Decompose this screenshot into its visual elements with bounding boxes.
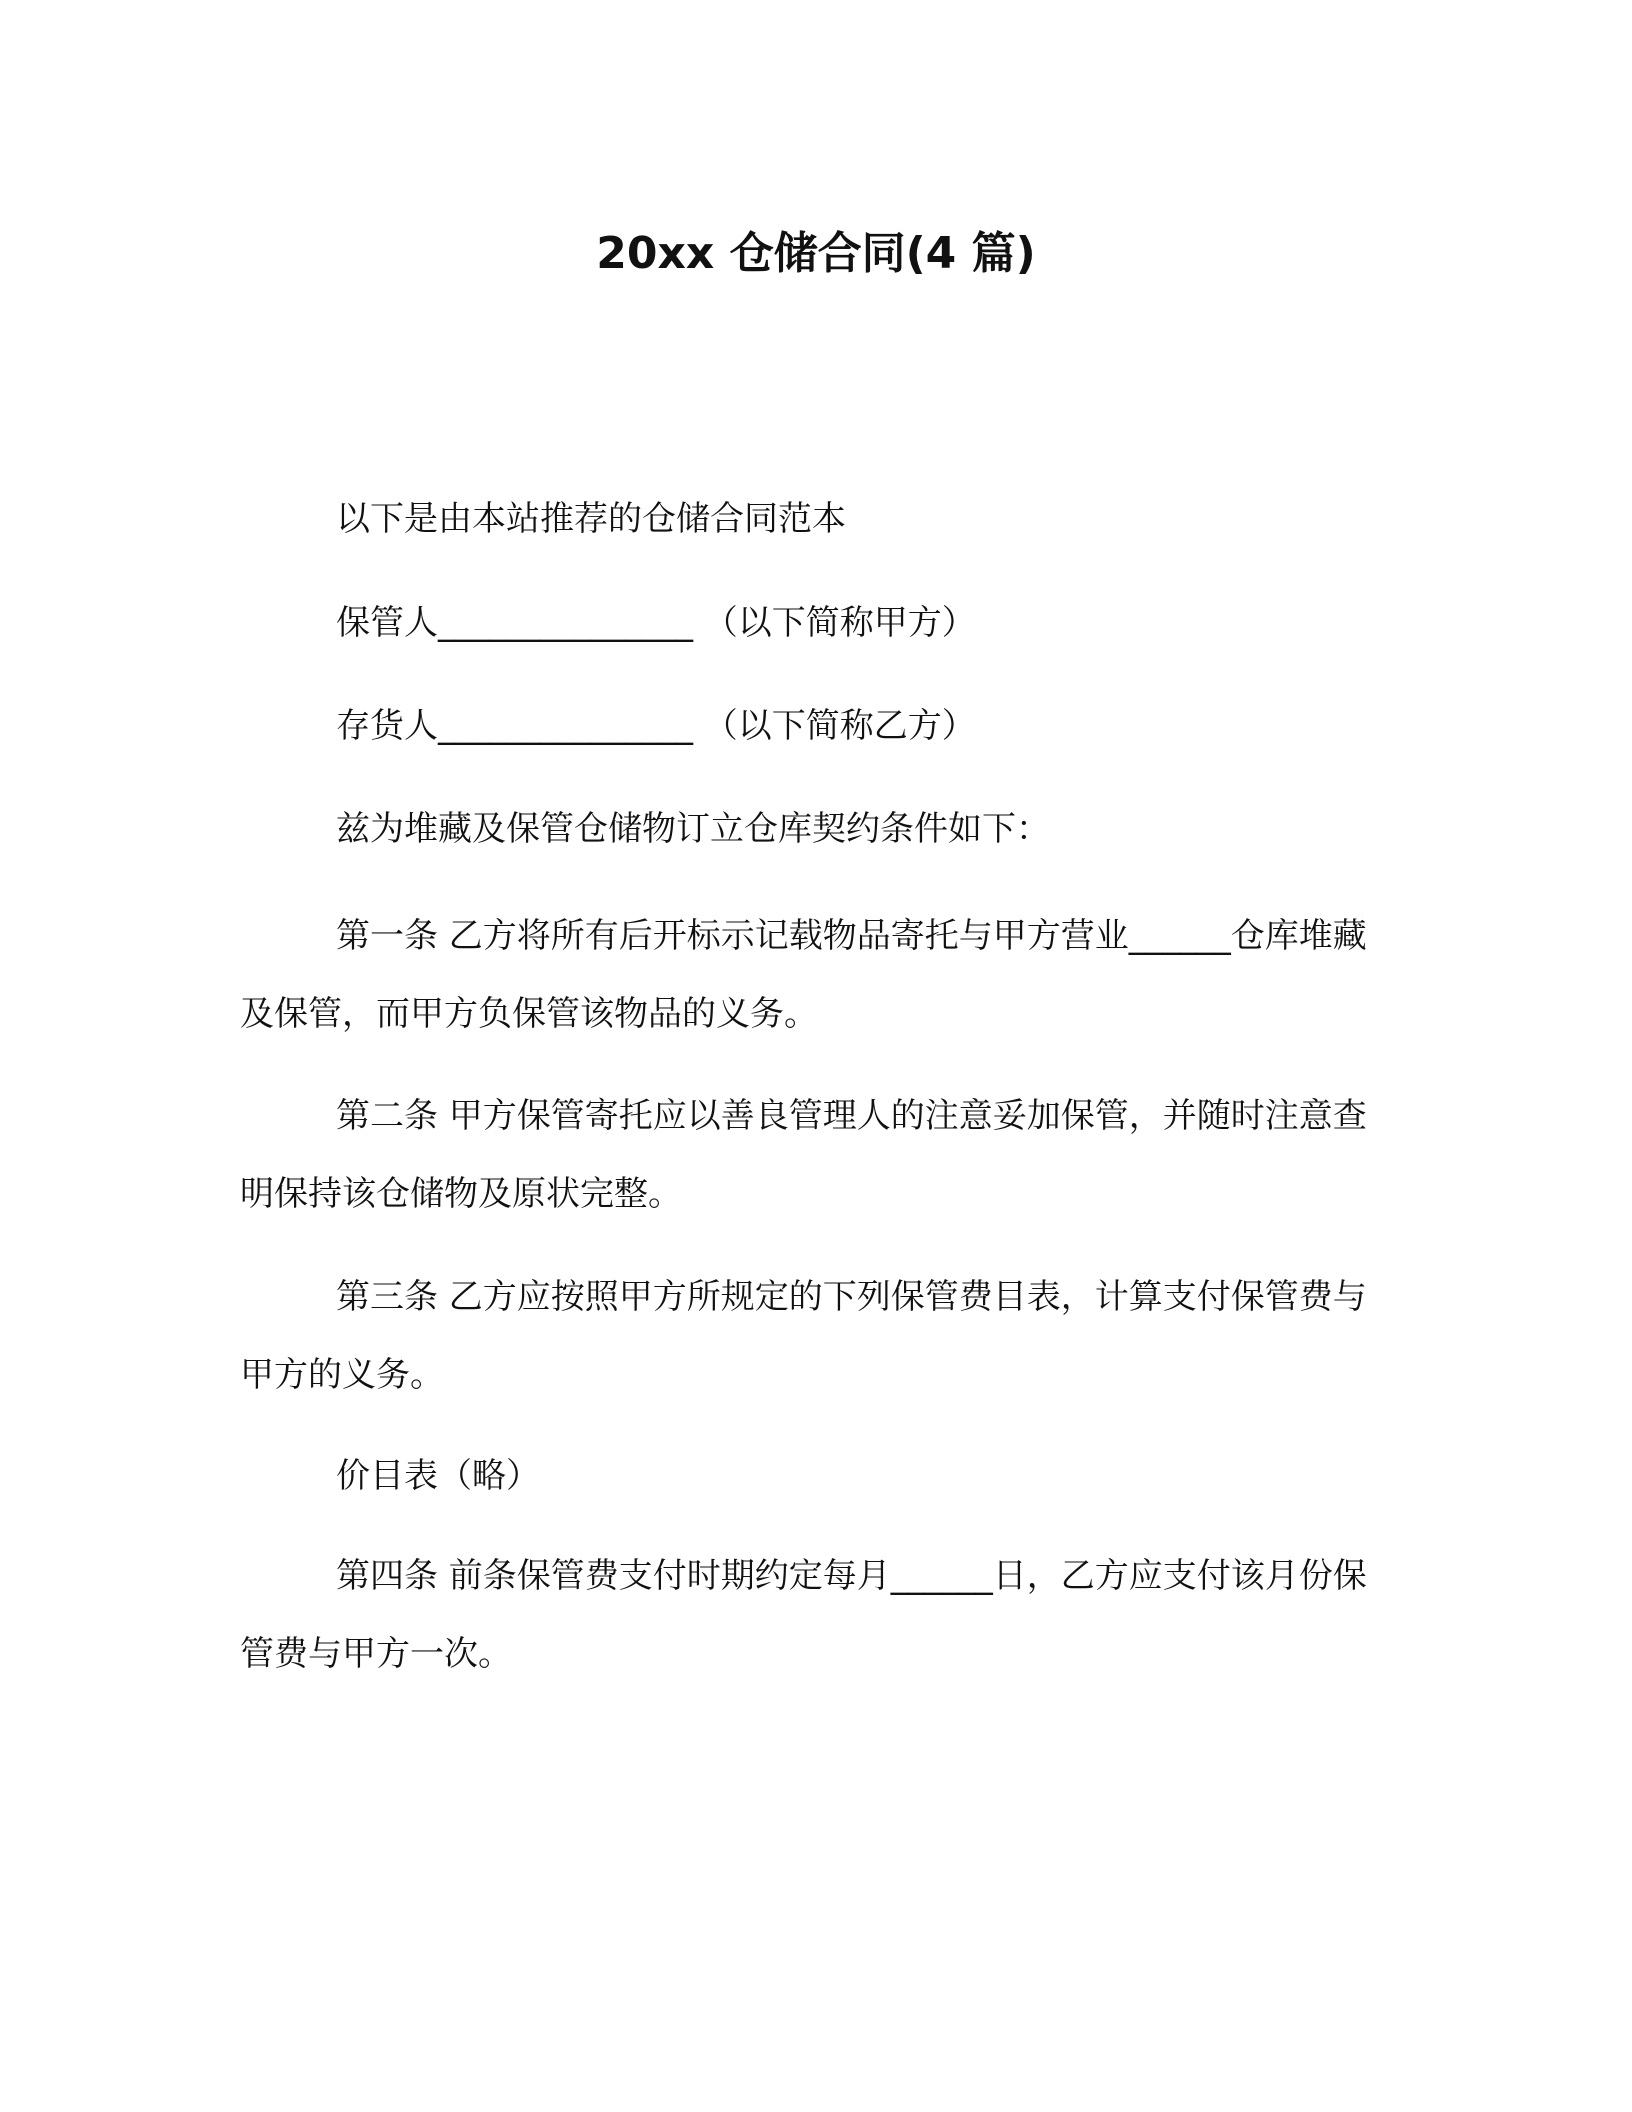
depositor-line: 存货人_______________ （以下简称乙方） — [336, 706, 976, 746]
preamble-text: 兹为堆藏及保管仓储物订立仓库契约条件如下： — [336, 809, 1050, 849]
keeper-line: 保管人_______________ （以下简称甲方） — [336, 603, 976, 643]
article-4: 第四条 前条保管费支付时期约定每月______日，乙方应支付该月份保管费与甲方一次。 — [240, 1556, 1367, 1674]
intro-text: 以下是由本站推荐的仓储合同范本 — [336, 499, 846, 539]
article-2: 第二条 甲方保管寄托应以善良管理人的注意妥加保管，并随时注意查明保持该仓储物及原状完整。 — [240, 1096, 1367, 1214]
document-title: 20xx 仓储合同(4 篇) — [596, 228, 1036, 279]
article-3: 第三条 乙方应按照甲方所规定的下列保管费目表，计算支付保管费与甲方的义务。 — [240, 1277, 1367, 1395]
price-table-note: 价目表（略） — [336, 1456, 540, 1496]
article-1: 第一条 乙方将所有后开标示记载物品寄托与甲方营业______仓库堆藏及保管，而甲方负保管该物品的义务。 — [240, 916, 1367, 1034]
